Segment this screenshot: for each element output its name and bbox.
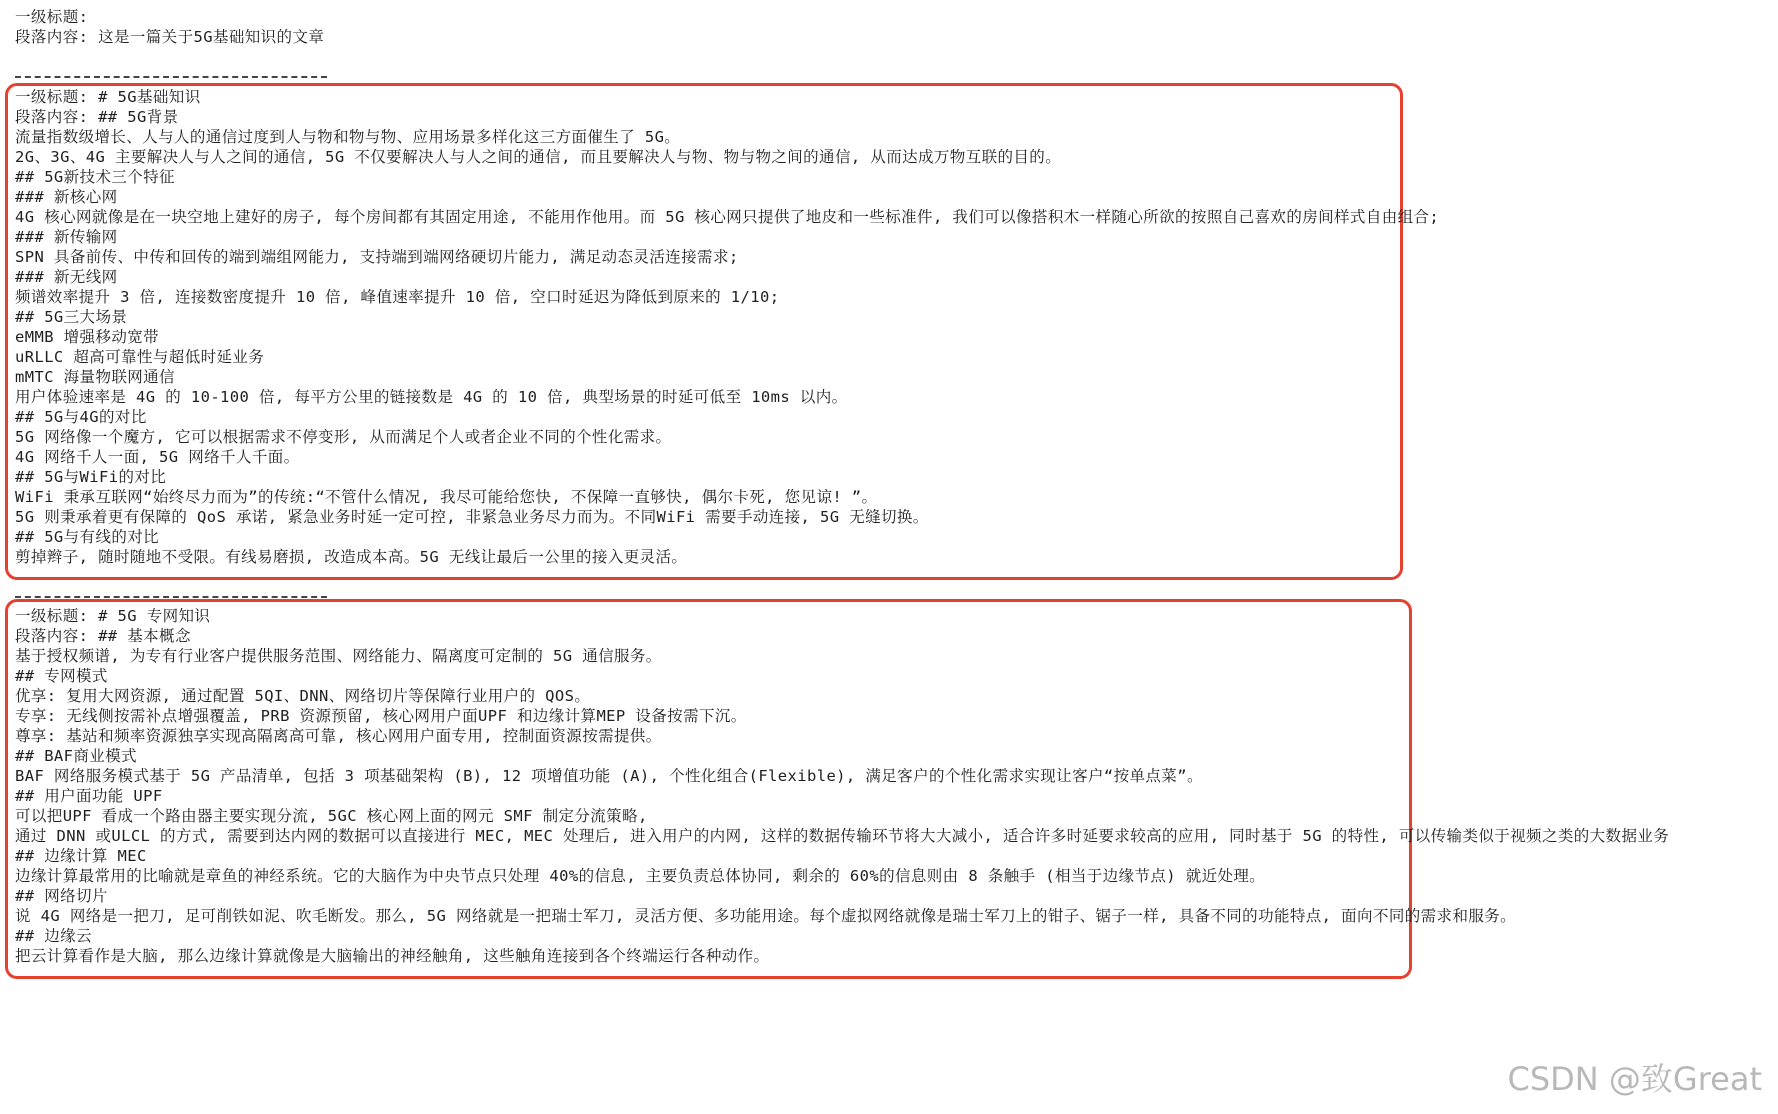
section1-text-line: ## 5G与WiFi的对比: [15, 468, 167, 486]
section1-text-line: ## 5G与4G的对比: [15, 408, 147, 426]
section1-text-line: 用户体验速率是 4G 的 10-100 倍, 每平方公里的链接数是 4G 的 10 倍, 典型场景的时延可低至 10ms 以内。: [15, 388, 848, 406]
section1-text-line: 4G 网络千人一面, 5G 网络千人千面。: [15, 448, 300, 466]
section1-text-line: 流量指数级增长、人与人的通信过度到人与物和物与物、应用场景多样化这三方面催生了 5G。: [15, 128, 681, 146]
section2-text-line: 边缘计算最常用的比喻就是章鱼的神经系统。它的大脑作为中央节点只处理 40%的信息, 主要负责总体协同, 剩余的 60%的信息则由 8 条触手 (相当于边缘节点) 就近处理。: [15, 867, 1266, 885]
section2-text-line: 尊享: 基站和频率资源独享实现高隔离高可靠, 核心网用户面专用, 控制面资源按需提供。: [15, 727, 662, 745]
section2-text-line: BAF 网络服务模式基于 5G 产品清单, 包括 3 项基础架构 (B), 12 项增值功能 (A), 个性化组合(Flexible), 满足客户的个性化需求实现让客户“按单点菜”。: [15, 767, 1203, 785]
section1-text-line: ### 新无线网: [15, 268, 118, 286]
section1-text-line: 5G 则秉承着更有保障的 QoS 承诺, 紧急业务时延一定可控, 非紧急业务尽力而为。不同WiFi 需要手动连接, 5G 无缝切换。: [15, 508, 929, 526]
section2-text-line: ## 边缘云: [15, 927, 92, 945]
section1-text-line: 5G 网络像一个魔方, 它可以根据需求不停变形, 从而满足个人或者企业不同的个性化需求。: [15, 428, 672, 446]
section2-text-line: 一级标题: # 5G 专网知识: [15, 607, 211, 625]
section2-text-line: ## 边缘计算 MEC: [15, 847, 147, 865]
section2-text-line: 把云计算看作是大脑, 那么边缘计算就像是大脑输出的神经触角, 这些触角连接到各个终端运行各种动作。: [15, 947, 770, 965]
section1-text-line: 频谱效率提升 3 倍, 连接数密度提升 10 倍, 峰值速率提升 10 倍, 空口时延迟为降低到原来的 1/10;: [15, 288, 780, 306]
section2-text-line: 专享: 无线侧按需补点增强覆盖, PRB 资源预留, 核心网用户面UPF 和边缘计算MEP 设备按需下沉。: [15, 707, 747, 725]
section1-text-line: ### 新核心网: [15, 188, 118, 206]
section1-text-line: eMMB 增强移动宽带: [15, 328, 160, 346]
header-title-line: 一级标题:: [15, 8, 89, 26]
section1-text-line: 4G 核心网就像是在一块空地上建好的房子, 每个房间都有其固定用途, 不能用作他用。而 5G 核心网只提供了地皮和一些标准件, 我们可以像搭积木一样随心所欲的按照自己喜欢的房间样式自由组合;: [15, 208, 1440, 226]
section2-text-line: ## BAF商业模式: [15, 747, 137, 765]
section2-text-line: 可以把UPF 看成一个路由器主要实现分流, 5GC 核心网上面的网元 SMF 制定分流策略,: [15, 807, 648, 825]
header-paragraph-line: 段落内容: 这是一篇关于5G基础知识的文章: [15, 28, 325, 46]
section2-text-line: ## 用户面功能 UPF: [15, 787, 163, 805]
section1-text-line: ## 5G新技术三个特征: [15, 168, 175, 186]
section2-text-line: ## 网络切片: [15, 887, 108, 905]
section1-text-line: SPN 具备前传、中传和回传的端到端组网能力, 支持端到端网络硬切片能力, 满足动态灵活连接需求;: [15, 248, 739, 266]
section1-text-line: 段落内容: ## 5G背景: [15, 108, 179, 126]
section1-text-line: WiFi 秉承互联网“始终尽力而为”的传统:“不管什么情况, 我尽可能给您快, 不保障一直够快, 偶尔卡死, 您见谅! ”。: [15, 488, 878, 506]
section1-text-line: 一级标题: # 5G基础知识: [15, 88, 201, 106]
csdn-watermark: CSDN @致Great: [1507, 1060, 1762, 1098]
section1-text-line: mMTC 海量物联网通信: [15, 368, 175, 386]
section2-text-line: 段落内容: ## 基本概念: [15, 627, 191, 645]
section2-text-line: 说 4G 网络是一把刀, 足可削铁如泥、吹毛断发。那么, 5G 网络就是一把瑞士军刀, 灵活方便、多功能用途。每个虚拟网络就像是瑞士军刀上的钳子、锯子一样, 具备不同的功能特点, 面向不同的需求和服务。: [15, 907, 1517, 925]
separator-rule-2: [15, 596, 327, 598]
section1-text-line: ## 5G三大场景: [15, 308, 128, 326]
section1-text-line: ## 5G与有线的对比: [15, 528, 160, 546]
section2-text-line: 基于授权频谱, 为专有行业客户提供服务范围、网络能力、隔离度可定制的 5G 通信服务。: [15, 647, 662, 665]
section2-text-line: ## 专网模式: [15, 667, 108, 685]
section2-text-line: 优享: 复用大网资源, 通过配置 5QI、DNN、网络切片等保障行业用户的 QOS。: [15, 687, 591, 705]
section1-text-line: 2G、3G、4G 主要解决人与人之间的通信, 5G 不仅要解决人与人之间的通信, 而且要解决人与物、物与物之间的通信, 从而达成万物互联的目的。: [15, 148, 1062, 166]
section1-text-line: 剪掉辫子, 随时随地不受限。有线易磨损, 改造成本高。5G 无线让最后一公里的接入更灵活。: [15, 548, 688, 566]
section2-text-line: 通过 DNN 或ULCL 的方式, 需要到达内网的数据可以直接进行 MEC, MEC 处理后, 进入用户的内网, 这样的数据传输环节将大大减小, 适合许多时延要求较高的应用, 同时基于 5G 的特性, 可以传输类似于视频之类的大数据业务: [15, 827, 1670, 845]
separator-rule-1: [15, 76, 327, 78]
section1-text-line: uRLLC 超高可靠性与超低时延业务: [15, 348, 265, 366]
section1-text-line: ### 新传输网: [15, 228, 118, 246]
